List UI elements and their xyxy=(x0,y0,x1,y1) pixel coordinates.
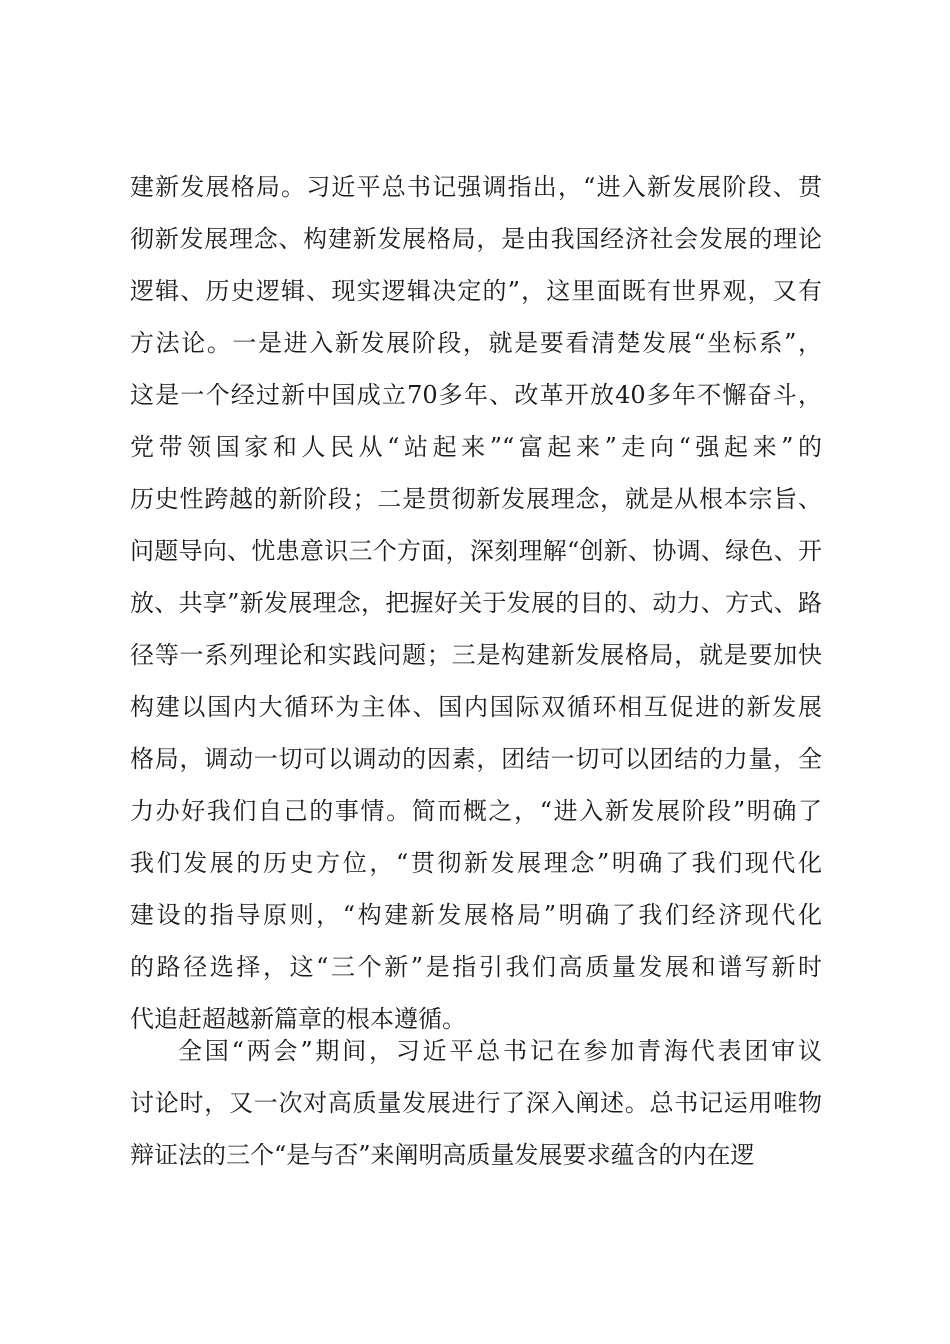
paragraph-1 xyxy=(130,161,822,1045)
text-line: 辩证法的三个“是与否”来阐明高质量发展要求蕴含的内在逻 xyxy=(130,1141,755,1169)
text-line: 格局，调动一切可以调动的因素，团结一切可以团结的力量，全 xyxy=(130,745,822,773)
text-line: 的路径选择，这“三个新”是指引我们高质量发展和谱写新时 xyxy=(130,953,822,981)
text-line: 力办好我们自己的事情。简而概之，“进入新发展阶段”明确了 xyxy=(130,797,822,825)
text-line: 建新发展格局。习近平总书记强调指出，“进入新发展阶段、贯 xyxy=(130,173,822,201)
text-line: 讨论时，又一次对高质量发展进行了深入阐述。总书记运用唯物 xyxy=(130,1089,822,1117)
text-line: 党带领国家和人民从“站起来”“富起来”走向“强起来”的 xyxy=(130,433,822,461)
text-line: 全国“两会”期间，习近平总书记在参加青海代表团审议 xyxy=(178,1037,822,1065)
text-line: 我们发展的历史方位，“贯彻新发展理念”明确了我们现代化 xyxy=(130,849,822,877)
text-line: 径等一系列理论和实践问题；三是构建新发展格局，就是要加快 xyxy=(130,641,822,669)
text-line: 构建以国内大循环为主体、国内国际双循环相互促进的新发展 xyxy=(130,693,822,721)
paragraph-2 xyxy=(130,1025,822,1181)
text-line: 问题导向、忧患意识三个方面，深刻理解“创新、协调、绿色、开 xyxy=(130,537,822,565)
text-line: 逻辑、历史逻辑、现实逻辑决定的”，这里面既有世界观，又有 xyxy=(130,277,822,305)
text-line: 建设的指导原则，“构建新发展格局”明确了我们经济现代化 xyxy=(130,901,822,929)
text-line: 方法论。一是进入新发展阶段，就是要看清楚发展“坐标系”， xyxy=(130,329,822,357)
text-line: 这是一个经过新中国成立70多年、改革开放40多年不懈奋斗， xyxy=(130,381,822,409)
text-line: 放、共享”新发展理念，把握好关于发展的目的、动力、方式、路 xyxy=(130,589,822,617)
text-line: 代追赶超越新篇章的根本遵循。 xyxy=(130,1005,466,1033)
text-line: 历史性跨越的新阶段；二是贯彻新发展理念，就是从根本宗旨、 xyxy=(130,485,822,513)
text-line: 彻新发展理念、构建新发展格局，是由我国经济社会发展的理论 xyxy=(130,225,822,253)
